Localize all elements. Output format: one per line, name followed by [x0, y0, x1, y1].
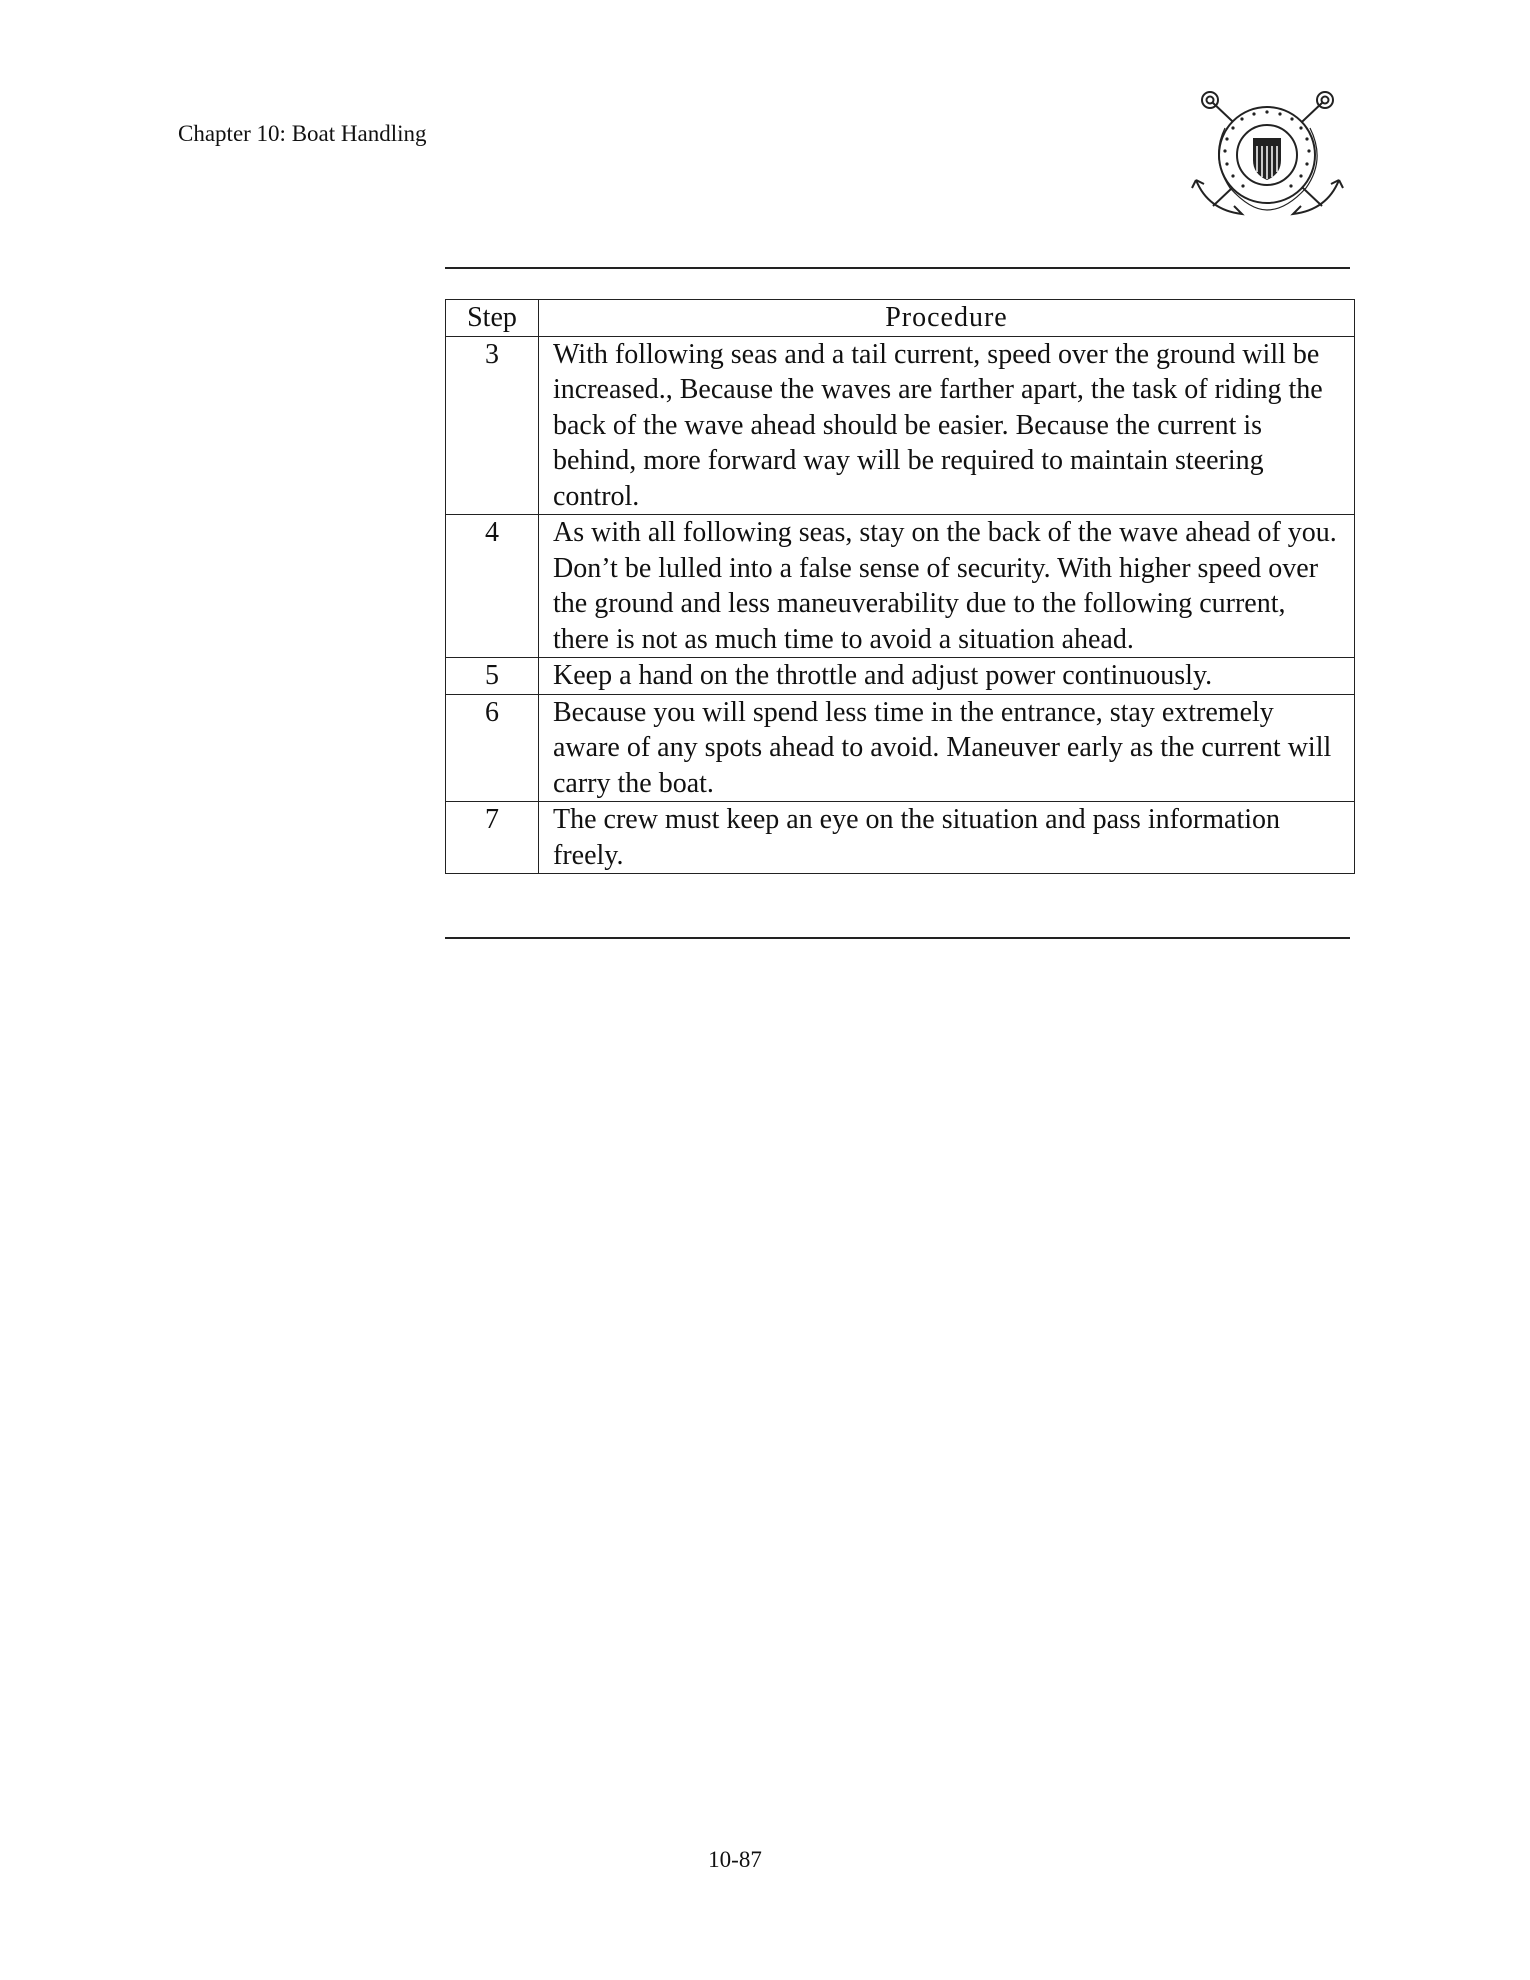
step-column-header: Step [446, 300, 539, 337]
table-row [446, 515, 1355, 658]
step-number: 7 [446, 802, 539, 874]
procedure-text: The crew must keep an eye on the situation and pass information freely. [539, 802, 1355, 874]
chapter-header: Chapter 10: Boat Handling [178, 121, 427, 146]
step-number: 6 [446, 694, 539, 802]
procedure-table [445, 299, 1355, 874]
coast-guard-seal-icon [1190, 88, 1345, 223]
step-number: 3 [446, 336, 539, 515]
step-number: 5 [446, 658, 539, 695]
table-row [446, 658, 1355, 695]
page-number: 10-87 [708, 1847, 762, 1872]
top-divider [445, 267, 1350, 269]
table-header-row [446, 300, 1355, 337]
step-number: 4 [446, 515, 539, 658]
procedure-text: Keep a hand on the throttle and adjust power continuously. [539, 658, 1355, 695]
table-row [446, 336, 1355, 515]
procedure-column-header: Procedure [539, 300, 1355, 337]
bottom-divider [445, 937, 1350, 939]
procedure-text: As with all following seas, stay on the back of the wave ahead of you. Don’t be lulled into a false sense of security. With higher speed over the ground and less maneuverability due to the following current, there is not as much time to avoid a situation ahead. [539, 515, 1355, 658]
table-row [446, 694, 1355, 802]
table-row [446, 802, 1355, 874]
procedure-text: Because you will spend less time in the entrance, stay extremely aware of any spots ahead to avoid. Maneuver early as the current will carry the boat. [539, 694, 1355, 802]
procedure-text: With following seas and a tail current, speed over the ground will be increased., Because the waves are farther apart, the task of riding the back of the wave ahead should be easier. Because the current is behind, more forward way will be required to maintain steering control. [539, 336, 1355, 515]
